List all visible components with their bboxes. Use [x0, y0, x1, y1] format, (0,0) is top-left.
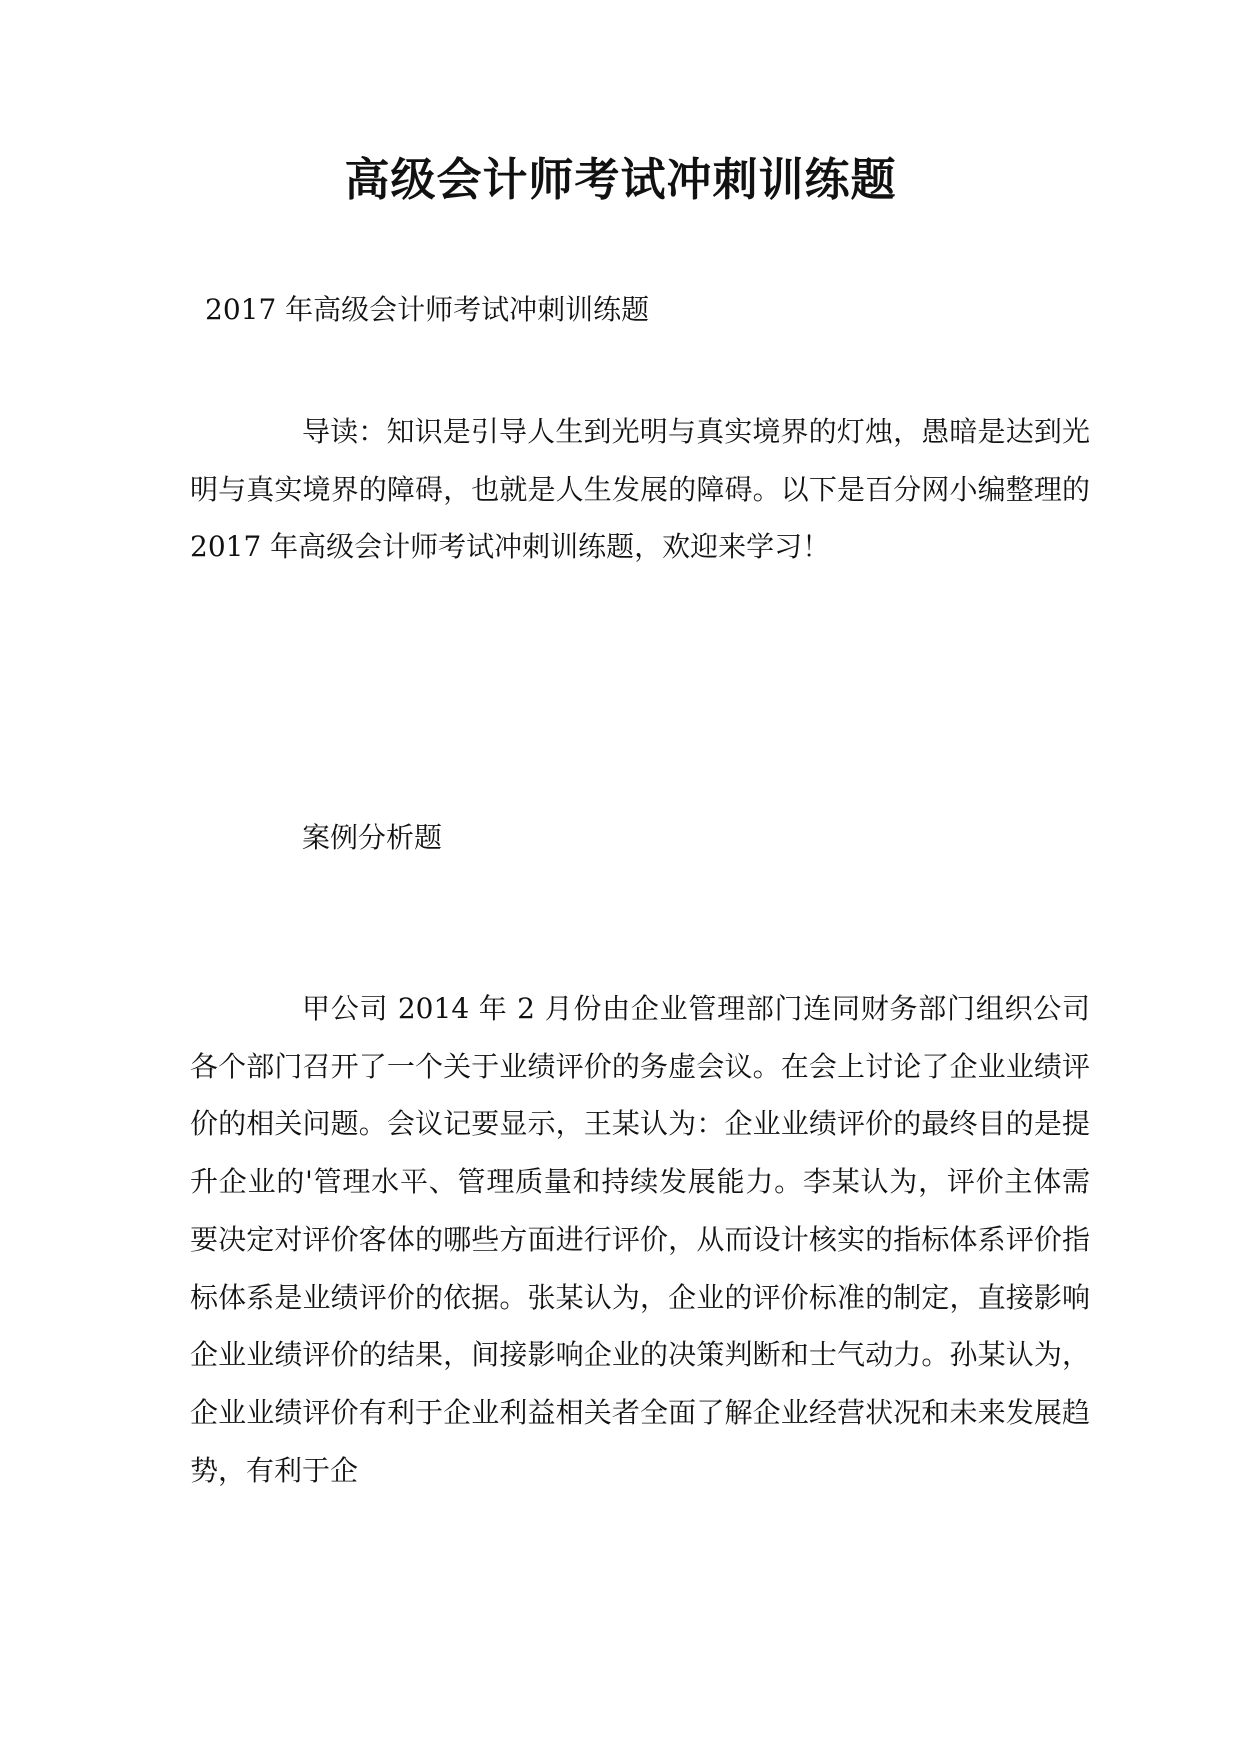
- document-subtitle: 2017 年高级会计师考试冲刺训练题: [205, 293, 650, 326]
- intro-paragraph: 导读：知识是引导人生到光明与真实境界的灯烛，愚暗是达到光明与真实境界的障碍，也就是人生发展的障碍。以下是百分网小编整理的 2017 年高级会计师考试冲刺训练题，欢迎来学习！: [190, 415, 1090, 564]
- case-paragraph: 甲公司 2014 年 2 月份由企业管理部门连同财务部门组织公司各个部门召开了一个关于业绩评价的务虚会议。在会上讨论了企业业绩评价的相关问题。会议记要显示，王某认为：企业业绩评价的最终目的是提升企业的'管理水平、管理质量和持续发展能力。李某认为，评价主体需要决定对评价客体的哪些方面进行评价，从而设计核实的指标体系评价指标体系是业绩评价的依据。张某认为，企业的评价标准的制定，直接影响企业业绩评价的结果，间接影响企业的决策判断和士气动力。孙某认为，企业业绩评价有利于企业利益相关者全面了解企业经营状况和未来发展趋势，有利于企: [190, 992, 1090, 1487]
- document-title: 高级会计师考试冲刺训练题: [344, 153, 897, 206]
- section-heading: 案例分析题: [302, 821, 443, 854]
